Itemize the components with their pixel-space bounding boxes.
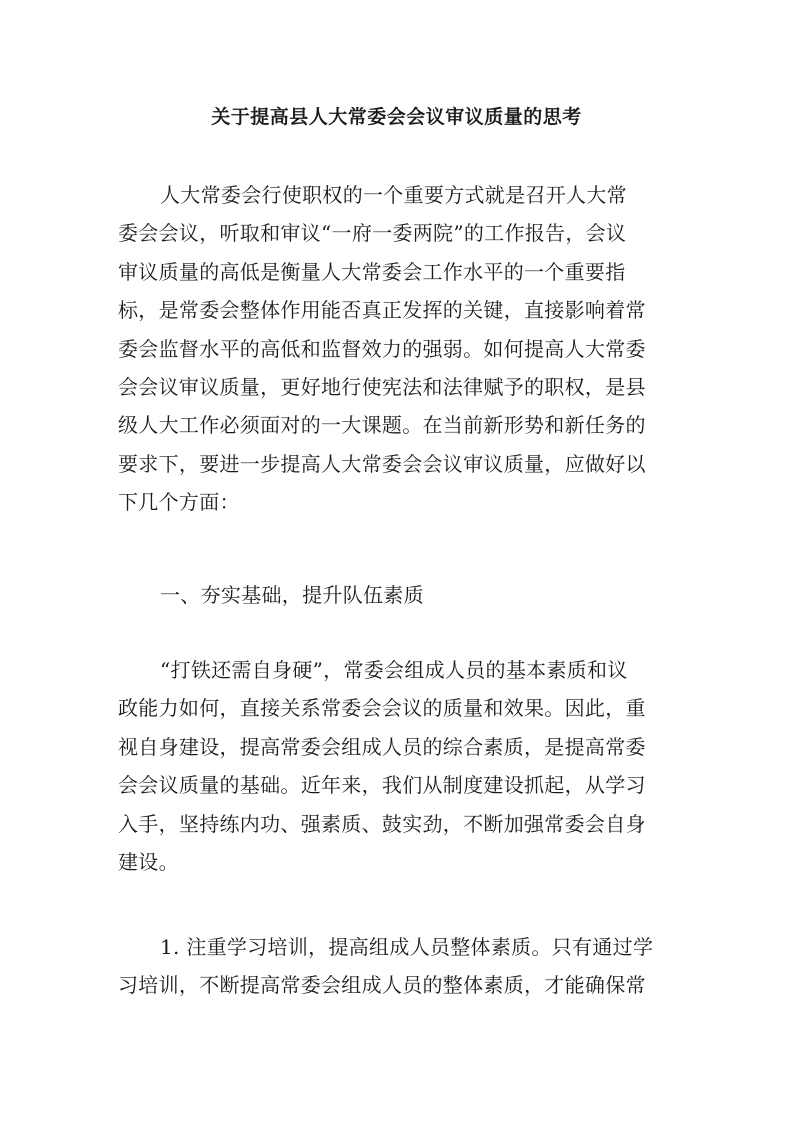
paragraph-line: 入手，坚持练内功、强素质、鼓实劲，不断加强常委会自身	[118, 811, 646, 836]
paragraph-line: 建设。	[118, 850, 179, 875]
section-heading: 一、夯实基础，提升队伍素质	[160, 583, 424, 607]
paragraph-line: 视自身建设，提高常委会组成人员的综合素质，是提高常委	[118, 734, 646, 759]
paragraph-line: 委会监督水平的高低和监督效力的强弱。如何提高人大常委	[118, 336, 646, 361]
paragraph-line: 会会议审议质量，更好地行使宪法和法律赋予的职权，是县	[118, 375, 646, 400]
paragraph-line: 标，是常委会整体作用能否真正发挥的关键，直接影响着常	[118, 298, 646, 323]
paragraph-line: 要求下，要进一步提高人大常委会会议审议质量，应做好以	[118, 451, 646, 476]
paragraph-line: 人大常委会行使职权的一个重要方式就是召开人大常	[160, 183, 627, 207]
paragraph-line: “打铁还需自身硬”，常委会组成人员的基本素质和议	[160, 658, 628, 682]
paragraph-line: 下几个方面：	[118, 490, 240, 515]
paragraph-line: 会会议质量的基础。近年来，我们从制度建设抓起，从学习	[118, 773, 646, 798]
paragraph-line: 审议质量的高低是衡量人大常委会工作水平的一个重要指	[118, 259, 626, 284]
paragraph-line: 级人大工作必须面对的一大课题。在当前新形势和新任务的	[118, 413, 646, 438]
item-paragraph	[118, 928, 680, 1005]
paragraph-line: 委会会议，听取和审议“一府一委两院”的工作报告，会议	[118, 221, 627, 246]
document-title: 关于提高县人大常委会会议审议质量的思考	[211, 106, 582, 128]
paragraph-line: 政能力如何，直接关系常委会会议的质量和效果。因此，重	[118, 696, 646, 721]
paragraph-line: 习培训，不断提高常委会组成人员的整体素质，才能确保常	[118, 973, 646, 998]
section-paragraph	[118, 651, 680, 881]
intro-paragraph	[118, 176, 680, 522]
paragraph-line: 1. 注重学习培训，提高组成人员整体素质。只有通过学	[160, 935, 654, 959]
